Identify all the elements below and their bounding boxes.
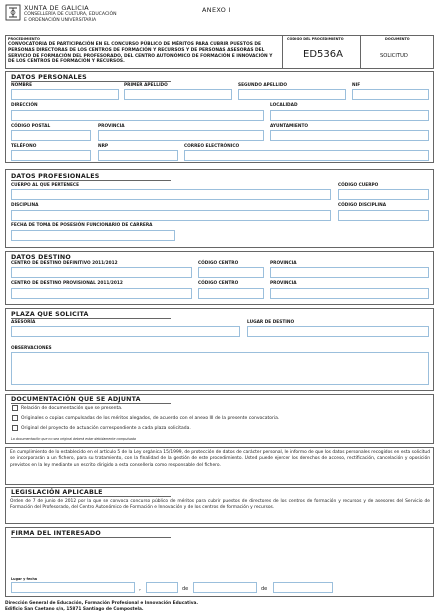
provincia-def-label: PROVINCIA	[270, 261, 297, 266]
nif-field[interactable]	[352, 89, 429, 100]
documents-note: La documentación que no sea original deberá estar debidamente compulsada	[11, 437, 136, 441]
nrp-field[interactable]	[98, 150, 178, 161]
ayuntamiento-field[interactable]	[270, 130, 429, 141]
professional-data-title: DATOS PROFESIONALES	[11, 173, 100, 180]
apellido1-label: PRIMER APELLIDO	[124, 83, 168, 88]
legislation-title: LEGISLACIÓN APLICABLE	[11, 489, 103, 496]
nif-label: NIF	[352, 83, 361, 88]
codigo-centro-def-label: CÓDIGO CENTRO	[198, 261, 239, 266]
cp-field[interactable]	[11, 130, 91, 141]
place-date-label: Lugar y fecha	[11, 577, 38, 581]
observaciones-field[interactable]	[11, 352, 429, 385]
doc-checkbox-1[interactable]	[12, 405, 18, 411]
position-rule	[11, 318, 171, 319]
doc-item-1: Relación de documentación que se presenta.	[21, 406, 123, 411]
procedure-divider-2	[360, 35, 361, 69]
doc-checkbox-3[interactable]	[12, 425, 18, 431]
provincia-def-field[interactable]	[270, 267, 429, 278]
correo-label: CORREO ELECTRÓNICO	[184, 144, 240, 149]
provincia-label: PROVINCIA	[98, 124, 125, 129]
year-field[interactable]	[273, 582, 333, 593]
data-protection-text: En cumplimiento de lo establecido en el artículo 5 de la Ley orgánica 15/1999, de protección de datos de carácter personal, le informo de que los datos personales recogidos en esta solicitud se incorporarán a un fichero, para su tratamiento, con la finalidad de la gestión de este procedimiento. Usted puede ejercer los derechos de acceso, rectificación, cancelación y oposición previstos en la ley mediante un escrito dirigido a esta consellería como responsable del fichero.	[10, 450, 430, 468]
direccion-field[interactable]	[11, 110, 264, 121]
documents-title: DOCUMENTACIÓN QUE SE ADJUNTA	[11, 396, 141, 403]
destino-provisional-field[interactable]	[11, 288, 192, 299]
procedure-divider-1	[282, 35, 283, 69]
day-field[interactable]	[146, 582, 178, 593]
org-department-2: E ORDENACIÓN UNIVERSITARIA	[24, 18, 97, 23]
apellido2-field[interactable]	[238, 89, 346, 100]
footer-line-1: Dirección General de Educación, Formación Profesional e Innovación Educativa.	[5, 601, 199, 606]
procedure-code-label: CÓDIGO DEL PROCEDIMIENTO	[287, 37, 344, 41]
de-label-2: de	[261, 586, 268, 592]
legislation-rule	[11, 496, 171, 497]
destino-definitivo-label: CENTRO DE DESTINO DEFINITIVO 2011/2012	[11, 261, 118, 266]
disciplina-label: DISCIPLINA	[11, 203, 39, 208]
annex-label: ANEXO I	[202, 6, 231, 14]
procedure-text: CONVOCATORIA DE PARTICIPACIÓN EN EL CONCURSO PÚBLICO DE MÉRITOS PARA CUBRIR PUESTOS DE PERSONAS DIRECTORAS DE LOS CENTROS DE FORMACIÓN Y RECURSOS Y DE PERSONAS ASESORAS DEL SERVICIO DE FORMACIÓN DEL PROFESORADO, DEL CENTRO AUTONÓMICO DE FORMACIÓN E INNOVACIÓN Y DE LOS CENTROS DE FORMACIÓN Y RECURSOS.	[8, 42, 273, 65]
codigo-centro-prov-field[interactable]	[198, 288, 264, 299]
personal-data-rule	[11, 81, 171, 82]
provincia-prov-label: PROVINCIA	[270, 281, 297, 286]
codigo-cuerpo-field[interactable]	[338, 189, 429, 200]
telefono-label: TELÉFONO	[11, 144, 37, 149]
doc-item-3: Original del proyecto de actuación correspondiente a cada plaza solicitada.	[21, 426, 191, 431]
xunta-logo-icon	[5, 4, 21, 21]
cp-label: CÓDIGO POSTAL	[11, 124, 51, 129]
doc-item-2: Originales o copias compulsadas de los méritos alegados, de acuerdo con el anexo III de la presente convocatoria.	[21, 416, 280, 421]
org-department-1: CONSELLERÍA DE CULTURA, EDUCACIÓN	[24, 12, 117, 17]
asesoria-field[interactable]	[11, 326, 240, 337]
nombre-field[interactable]	[11, 89, 119, 100]
observaciones-label: OBSERVACIONES	[11, 346, 52, 351]
destino-definitivo-field[interactable]	[11, 267, 192, 278]
destination-data-title: DATOS DESTINO	[11, 254, 71, 261]
telefono-field[interactable]	[11, 150, 91, 161]
codigo-centro-prov-label: CÓDIGO CENTRO	[198, 281, 239, 286]
provincia-field[interactable]	[98, 130, 264, 141]
cuerpo-field[interactable]	[11, 189, 331, 200]
direccion-label: DIRECCIÓN	[11, 103, 38, 108]
doc-checkbox-2[interactable]	[12, 415, 18, 421]
fecha-posesion-field[interactable]	[11, 230, 175, 241]
nombre-label: NOMBRE	[11, 83, 33, 88]
legislation-text: Orden de 7 de junio de 2012 por la que se convoca concurso público de méritos para cubrir puestos de directores de los centros de formación y recursos y de asesores del Servicio de Formación del Profesorado, del Centro Autonómico de Formación e Innovación y de los centros de formación y recursos.	[10, 499, 430, 511]
nrp-label: NRP	[98, 144, 109, 149]
destino-provisional-label: CENTRO DE DESTINO PROVISIONAL 2011/2012	[11, 281, 123, 286]
codigo-disciplina-label: CÓDIGO DISCIPLINA	[338, 203, 387, 208]
document-type: SOLICITUD	[380, 53, 408, 59]
asesoria-label: ASESORÍA	[11, 320, 36, 325]
date-comma: ,	[139, 585, 141, 592]
professional-data-rule	[11, 180, 171, 181]
procedure-label: PROCEDIMIENTO	[8, 37, 40, 41]
codigo-centro-def-field[interactable]	[198, 267, 264, 278]
provincia-prov-field[interactable]	[270, 288, 429, 299]
localidad-field[interactable]	[270, 110, 429, 121]
signature-rule	[11, 537, 171, 538]
codigo-disciplina-field[interactable]	[338, 210, 429, 221]
apellido2-label: SEGUNDO APELLIDO	[238, 83, 288, 88]
ayuntamiento-label: AYUNTAMIENTO	[270, 124, 309, 129]
codigo-cuerpo-label: CÓDIGO CUERPO	[338, 183, 379, 188]
cuerpo-label: CUERPO AL QUE PERTENECE	[11, 183, 80, 188]
org-name: XUNTA DE GALICIA	[24, 4, 89, 12]
disciplina-field[interactable]	[11, 210, 331, 221]
apellido1-field[interactable]	[124, 89, 232, 100]
fecha-posesion-label: FECHA DE TOMA DE POSESIÓN FUNCIONARIO DE CARRERA	[11, 223, 153, 228]
procedure-code: ED536A	[303, 49, 343, 60]
document-label: DOCUMENTO	[385, 37, 410, 41]
month-field[interactable]	[193, 582, 257, 593]
footer-line-2: Edificio San Caetano s/n, 15871 Santiago de Compostela.	[5, 607, 144, 612]
signature-title: FIRMA DEL INTERESADO	[11, 530, 101, 537]
position-title: PLAZA QUE SOLICITA	[11, 311, 89, 318]
localidad-label: LOCALIDAD	[270, 103, 298, 108]
lugar-destino-field[interactable]	[247, 326, 429, 337]
documents-rule	[11, 403, 171, 404]
lugar-destino-label: LUGAR DE DESTINO	[247, 320, 295, 325]
place-field[interactable]	[11, 582, 135, 593]
de-label-1: de	[182, 586, 189, 592]
personal-data-title: DATOS PERSONALES	[11, 74, 87, 81]
correo-field[interactable]	[184, 150, 429, 161]
